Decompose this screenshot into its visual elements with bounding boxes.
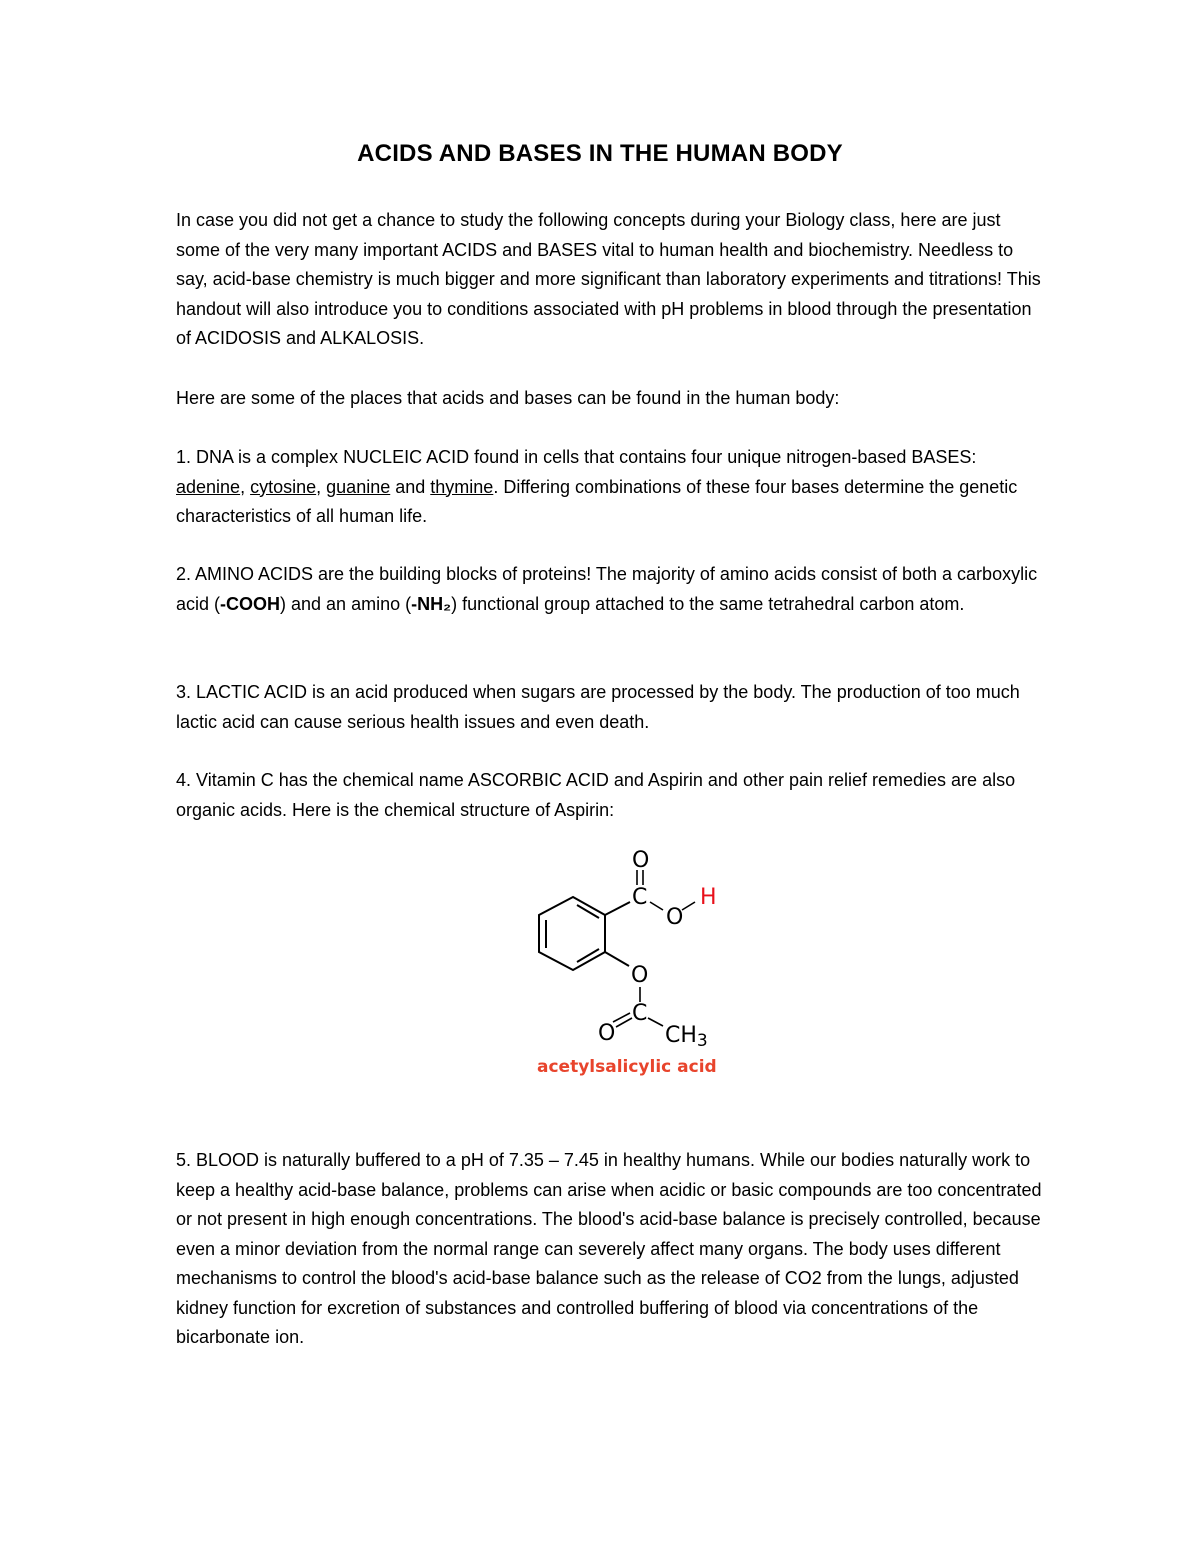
item-1-dna (176, 443, 1046, 532)
bond (650, 902, 663, 910)
item-2-tail: ) functional group attached to the same tetrahedral carbon atom. (451, 593, 965, 614)
base-thymine: thymine (430, 476, 494, 497)
base-adenine: adenine (176, 476, 241, 497)
atom-o-low: O (598, 1021, 616, 1046)
item-2-amino-acids (176, 560, 1046, 619)
item-2-mid: ) and an amino ( (280, 593, 412, 614)
atom-h: H (700, 885, 717, 910)
base-cytosine: cytosine (250, 476, 317, 497)
base-guanine: guanine (326, 476, 391, 497)
aspirin-structure (520, 840, 760, 1090)
carboxyl-group: -COOH (220, 593, 281, 614)
atom-ch-subscript: 3 (696, 1031, 708, 1051)
atom-c-low: C (632, 1001, 648, 1026)
atom-ch: CH (665, 1023, 697, 1048)
separator: , (316, 476, 327, 497)
item-2-text: 2. AMINO ACIDS are the building blocks of proteins! The majority of amino acids consist of both a carboxylic acid ( (176, 564, 1038, 614)
item-5-blood: 5. BLOOD is naturally buffered to a pH of 7.35 – 7.45 in healthy humans. While our bodies naturally work to keep a healthy acid-base balance, problems can arise when acidic or basic compounds are too concentrated or not present in high enough concentrations. The blood's acid-base balance is precisely controlled, because even a minor deviation from the normal range can severely affect many organs. The body uses different mechanisms to control the blood's acid-base balance such as the release of CO2 from the lungs, adjusted kidney function for excretion of substances and controlled buffering of blood via concentrations of the bicarbonate ion. (176, 1150, 1042, 1347)
page-title: ACIDS AND BASES IN THE HUMAN BODY (357, 140, 843, 167)
bond (648, 1018, 663, 1026)
separator: , (240, 476, 251, 497)
molecule-caption: acetylsalicylic acid (537, 1057, 717, 1077)
atom-o-top: O (632, 848, 650, 873)
bond (605, 902, 630, 915)
atom-ch3 (665, 1023, 708, 1051)
atom-o-ester: O (631, 963, 649, 988)
item-1-text: 1. DNA is a complex NUCLEIC ACID found in cells that contains four unique nitrogen-based BASES: (176, 447, 977, 467)
atom-o-acid: O (666, 905, 684, 930)
ring-inner-bond (577, 905, 599, 918)
amino-group: -NH₂ (411, 593, 452, 614)
lead-paragraph: Here are some of the places that acids and bases can be found in the human body: (176, 388, 840, 408)
item-4-vitamin-c: 4. Vitamin C has the chemical name ASCORBIC ACID and Aspirin and other pain relief remedies are also organic acids. Here is the chemical structure of Aspirin: (176, 770, 1016, 820)
atom-c-top: C (632, 885, 648, 910)
item-3-lactic-acid: 3. LACTIC ACID is an acid produced when sugars are processed by the body. The production of too much lactic acid can cause serious health issues and even death. (176, 682, 1020, 732)
intro-paragraph: In case you did not get a chance to study the following concepts during your Biology class, here are just some of the very many important ACIDS and BASES vital to human health and biochemistry. Needless to say, acid-base chemistry is much bigger and more significant than laboratory experiments and titrations! This handout will also introduce you to conditions associated with pH problems in blood through the presentation of ACIDOSIS and ALKALOSIS. (176, 210, 1041, 348)
separator: and (390, 476, 431, 497)
item-1-tail: . Differing combinations of these four bases determine the genetic characteristics of all human life. (176, 476, 1018, 526)
ring-inner-bond (577, 949, 599, 962)
bond (605, 952, 629, 966)
benzene-ring (539, 897, 605, 970)
bond (682, 902, 695, 910)
